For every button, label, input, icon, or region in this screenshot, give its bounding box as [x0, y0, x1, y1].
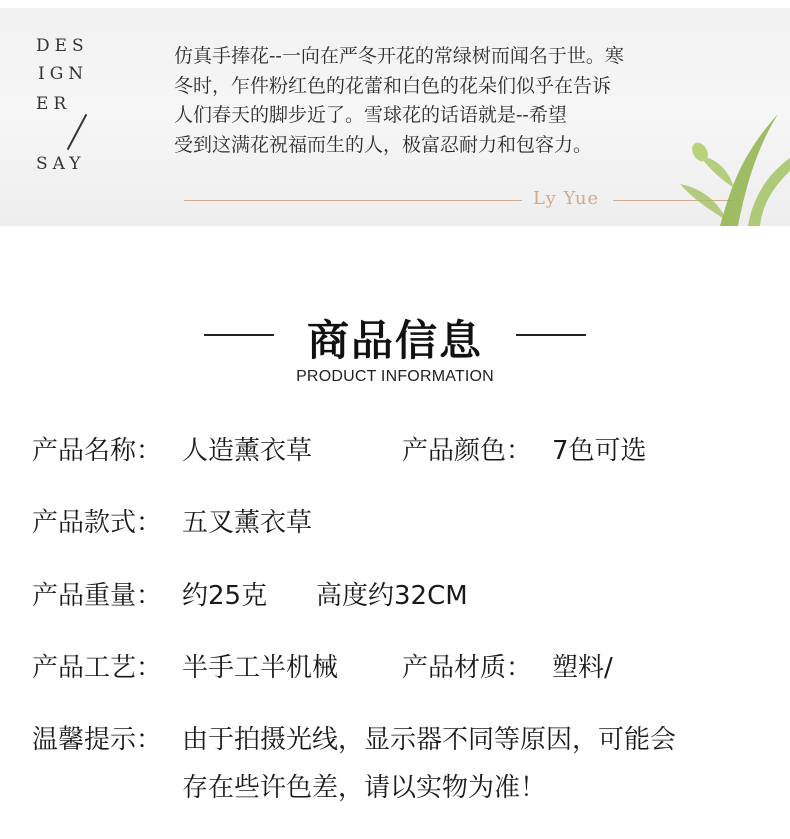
weight-value: 约25克: [182, 581, 268, 611]
poem-line: 受到这满花祝福而生的人，极富忍耐力和包容力。: [174, 133, 593, 156]
color-label: 产品颜色：: [402, 436, 533, 466]
material-label: 产品材质：: [402, 653, 533, 683]
plant-leaves-icon: [660, 96, 790, 226]
craft-value: 半手工半机械: [182, 653, 339, 683]
designer-say-banner: [0, 0, 790, 226]
poem-line: 冬时，乍件粉红色的花蕾和白色的花朵们似乎在告诉: [174, 74, 612, 97]
tip-text-line-2: 存在些许色差，请以实物为准！: [182, 773, 547, 803]
tip-text-line-1: 由于拍摄光线，显示器不同等原因，可能会: [182, 725, 677, 755]
designer-say-text-1: DES: [36, 36, 89, 56]
material-value: 塑料/: [552, 653, 613, 683]
banner-top-strip: [0, 0, 790, 8]
designer-say-text-4: SAY: [36, 154, 86, 174]
height-value: 高度约32CM: [316, 581, 468, 611]
weight-label: 产品重量：: [32, 581, 163, 611]
color-value: 7色可选: [552, 436, 647, 466]
signature-line-left: [184, 200, 522, 201]
section-title: 商品信息: [306, 316, 483, 365]
name-label: 产品名称：: [32, 436, 163, 466]
section-header: [0, 300, 790, 400]
signature: Ly Yue: [533, 188, 600, 209]
designer-say-text-2: IGN: [38, 64, 89, 84]
poem-line: 仿真手捧花--一向在严冬开花的常绿树而闻名于世。寒: [174, 45, 624, 67]
poem-line: 人们春天的脚步近了。雪球花的话语就是--希望: [174, 104, 567, 126]
craft-label: 产品工艺：: [32, 653, 163, 683]
slash-divider: [67, 114, 88, 150]
style-value: 五叉薰衣草: [182, 508, 313, 538]
designer-say-text-3: ER: [36, 94, 72, 114]
style-label: 产品款式：: [32, 508, 163, 538]
section-subtitle: PRODUCT INFORMATION: [296, 368, 494, 385]
tip-label: 温馨提示：: [32, 725, 163, 755]
name-value: 人造薰衣草: [182, 436, 313, 466]
title-line-right: [516, 334, 586, 336]
